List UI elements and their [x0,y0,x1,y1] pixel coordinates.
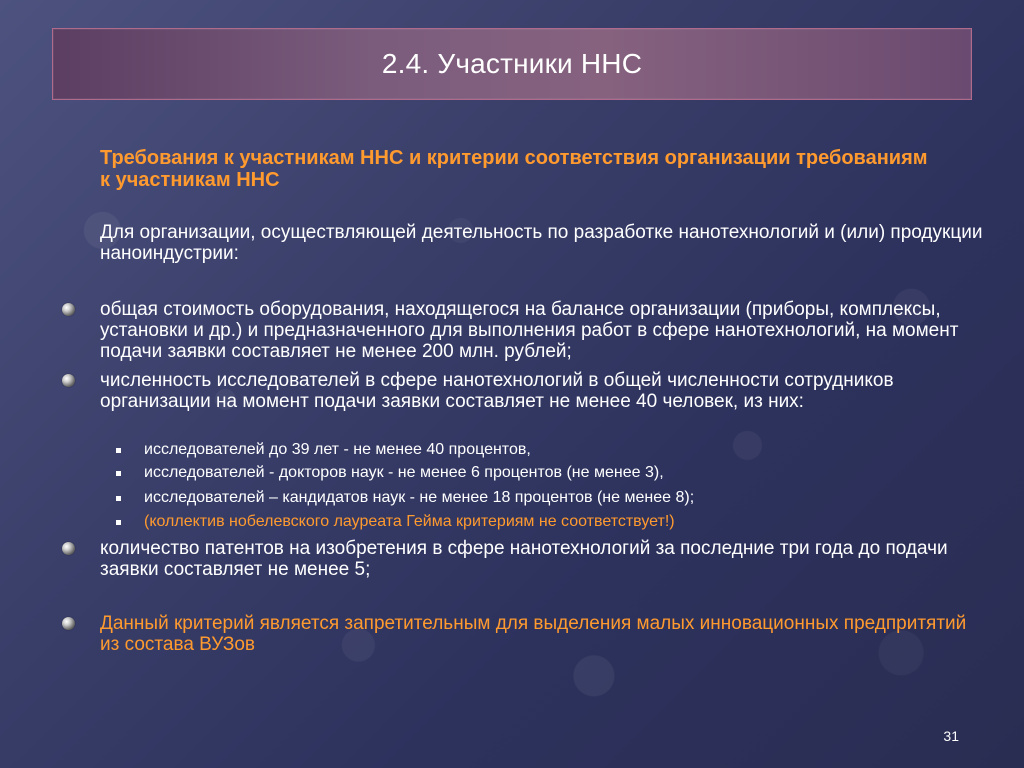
square-bullet-icon [116,448,121,453]
sub-bullet-item-geim-note [116,512,936,532]
sphere-bullet-icon [62,303,75,316]
bullet-text: общая стоимость оборудования, находящегося на балансе организации (приборы, комплексы, установки и др.) и предназначенного для выполнения работ в сфере нанотехнологий, на момент подачи заявки составляет не менее 200 млн. рублей; [100,299,959,362]
bullet-item-patents [62,538,992,580]
sub-bullet-item-doctors [116,463,936,483]
bullet-item-equipment-cost [62,299,992,362]
page-number: 31 [943,728,959,744]
bullet-item-criterion-note [62,613,992,655]
sphere-bullet-icon [62,374,75,387]
square-bullet-icon [116,496,121,501]
square-bullet-icon [116,471,121,476]
sub-bullet-text: исследователей - докторов наук - не менее 6 процентов (не менее 3), [144,464,664,481]
bullet-text: Данный критерий является запретительным для выделения малых инновационных предпритятий из состава ВУЗов [100,613,967,655]
sphere-bullet-icon [62,542,75,555]
sub-bullet-text: (коллектив нобелевского лауреата Гейма критериям не соответствует!) [144,513,675,530]
sub-bullet-text: исследователей – кандидатов наук - не менее 18 процентов (не менее 8); [144,489,695,506]
bullet-text: численность исследователей в сфере нанотехнологий в общей численности сотрудников организации на момент подачи заявки составляет не менее 40 человек, из них: [100,370,894,412]
slide-title-bar [52,28,972,100]
section-heading: Требования к участникам ННС и критерии соответствия организации требованиям к участникам ННС [100,147,928,191]
sub-bullet-text: исследователей до 39 лет - не менее 40 процентов, [144,441,531,458]
sub-bullet-item-under-39 [116,440,936,460]
square-bullet-icon [116,520,121,525]
bullet-item-researchers [62,370,992,412]
slide-title: 2.4. Участники ННС [381,48,643,79]
sphere-bullet-icon [62,617,75,630]
sub-bullet-item-candidates [116,488,936,508]
intro-paragraph: Для организации, осуществляющей деятельность по разработке нанотехнологий и (или) продукции наноиндустрии: [100,222,983,264]
bullet-text: количество патентов на изобретения в сфере нанотехнологий за последние три года до подачи заявки составляет не менее 5; [100,538,948,580]
